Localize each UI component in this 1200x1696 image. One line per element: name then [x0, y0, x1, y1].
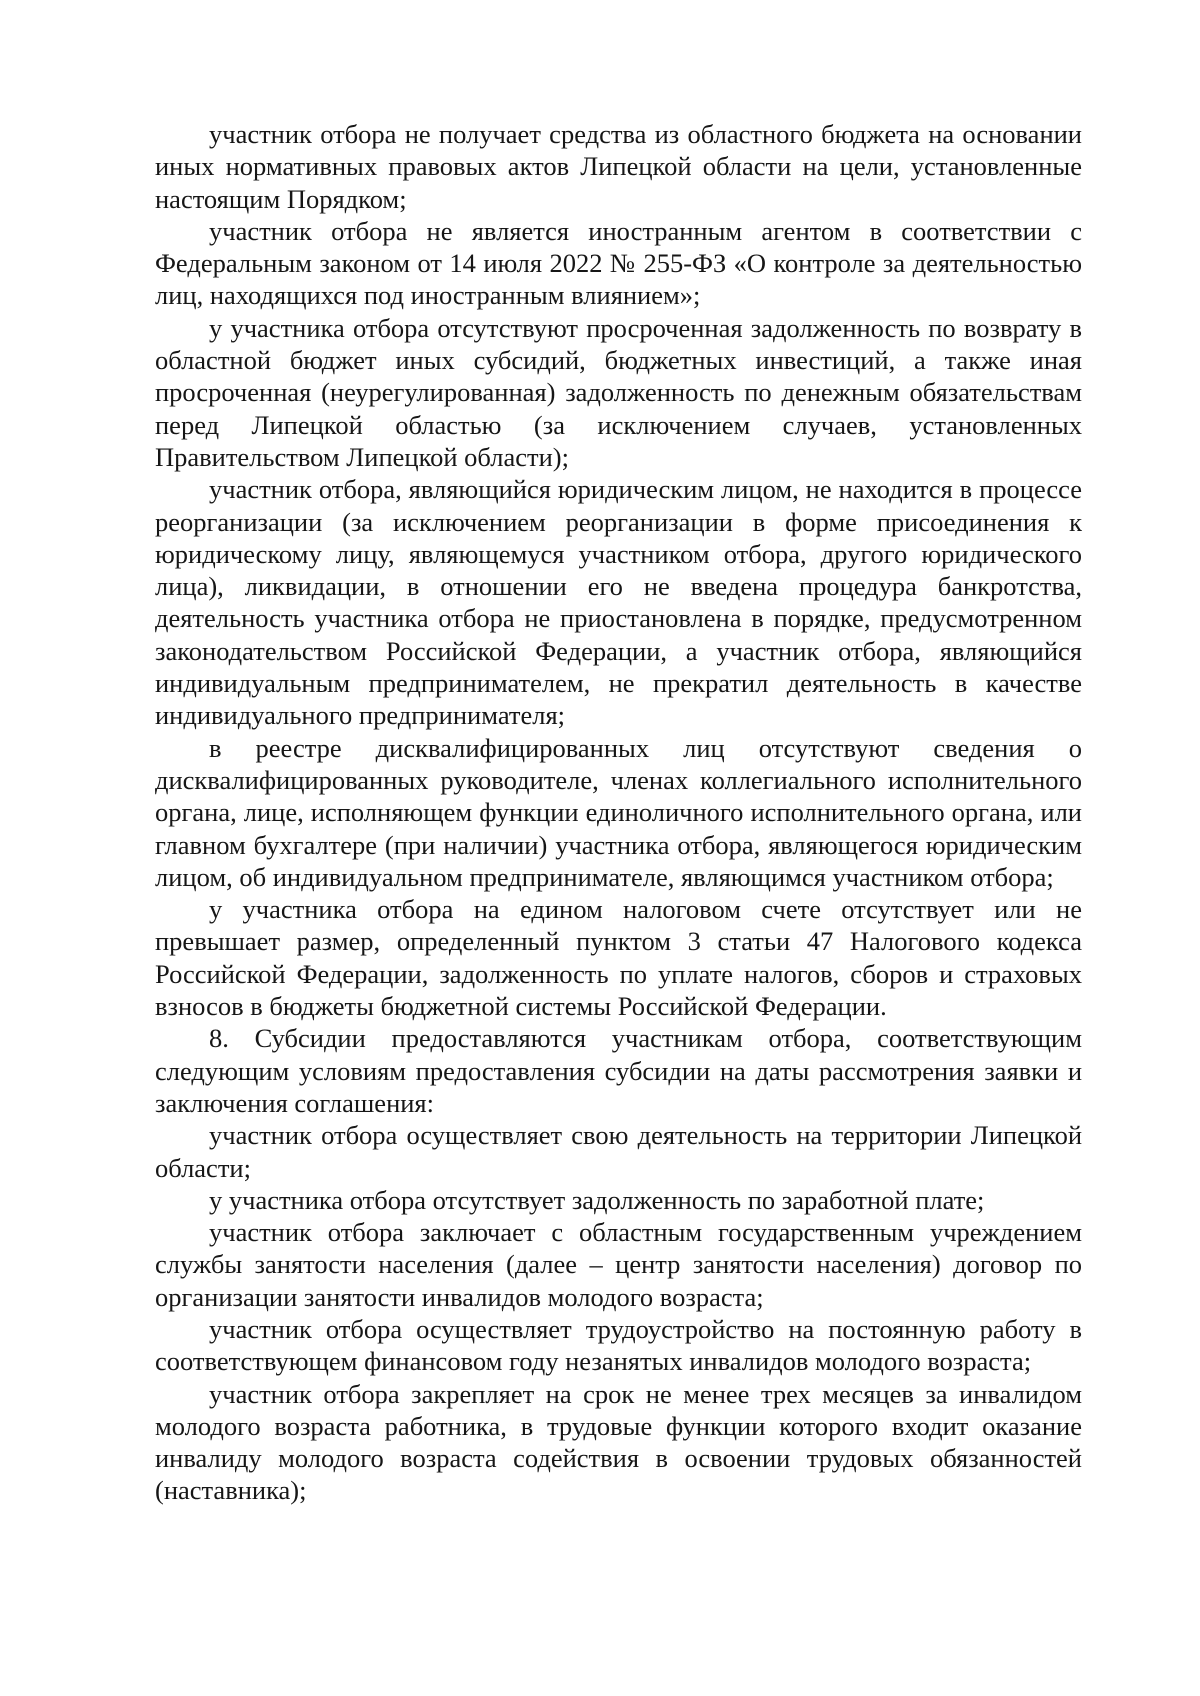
paragraph-disqualified-registry: в реестре дисквалифицированных лиц отсутствуют сведения о дисквалифицированных руководителе, членах коллегиального исполнительного органа, лице, исполняющем функции единоличного исполнительного органа, или главном бухгалтере (при наличии) участника отбора, являющегося юридическим лицом, об индивидуальном предпринимателе, являющимся участником отбора;	[155, 732, 1082, 892]
paragraph-employment-contract: участник отбора заключает с областным государственным учреждением службы занятости населения (далее – центр занятости населения) договор по организации занятости инвалидов молодого возраста;	[155, 1217, 1082, 1312]
paragraph-not-foreign-agent: участник отбора не является иностранным агентом в соответствии с Федеральным законом от 14 июля 2022 № 255-ФЗ «О контроле за деятельностью лиц, находящихся под иностранным влиянием»;	[155, 215, 1082, 311]
paragraph-section-8: 8. Субсидии предоставляются участникам отбора, соответствующим следующим условиям предоставления субсидии на даты рассмотрения заявки и заключения соглашения:	[155, 1023, 1082, 1118]
paragraph-no-overdue-debt: у участника отбора отсутствуют просроченная задолженность по возврату в областной бюджет иных субсидий, бюджетных инвестиций, а также иная просроченная (неурегулированная) задолженность по денежным обязательствам перед Липецкой областью (за исключением случаев, установленных Правительством Липецкой области);	[155, 312, 1082, 472]
paragraph-permanent-employment: участник отбора осуществляет трудоустройство на постоянную работу в соответствующем финансовом году незанятых инвалидов молодого возраста;	[155, 1313, 1082, 1377]
paragraph-no-reorganization: участник отбора, являющийся юридическим лицом, не находится в процессе реорганизации (за исключением реорганизации в форме присоединения к юридическому лицу, являющемуся участником отбора, другого юридического лица), ликвидации, в отношении его не введена процедура банкротства, деятельность участника отбора не приостановлена в порядке, предусмотренном законодательством Российской Федерации, а участник отбора, являющийся индивидуальным предпринимателем, не прекратил деятельность в качестве индивидуального предпринимателя;	[155, 474, 1082, 731]
paragraph-territory: участник отбора осуществляет свою деятельность на территории Липецкой области;	[155, 1120, 1082, 1183]
paragraph-mentor: участник отбора закрепляет на срок не менее трех месяцев за инвалидом молодого возраста работника, в трудовые функции которого входит оказание инвалиду молодого возраста содействия в освоении трудовых обязанностей (наставника);	[155, 1378, 1082, 1506]
paragraph-tax-account: у участника отбора на едином налоговом счете отсутствует или не превышает размер, определенный пунктом 3 статьи 47 Налогового кодекса Российской Федерации, задолженность по уплате налогов, сборов и страховых взносов в бюджеты бюджетной системы Российской Федерации.	[155, 894, 1082, 1022]
document-page	[155, 118, 1082, 1507]
paragraph-no-other-budget-funds: участник отбора не получает средства из областного бюджета на основании иных нормативных правовых актов Липецкой области на цели, установленные настоящим Порядком;	[155, 119, 1082, 214]
paragraph-no-wage-debt: у участника отбора отсутствует задолженность по заработной плате;	[209, 1184, 985, 1215]
